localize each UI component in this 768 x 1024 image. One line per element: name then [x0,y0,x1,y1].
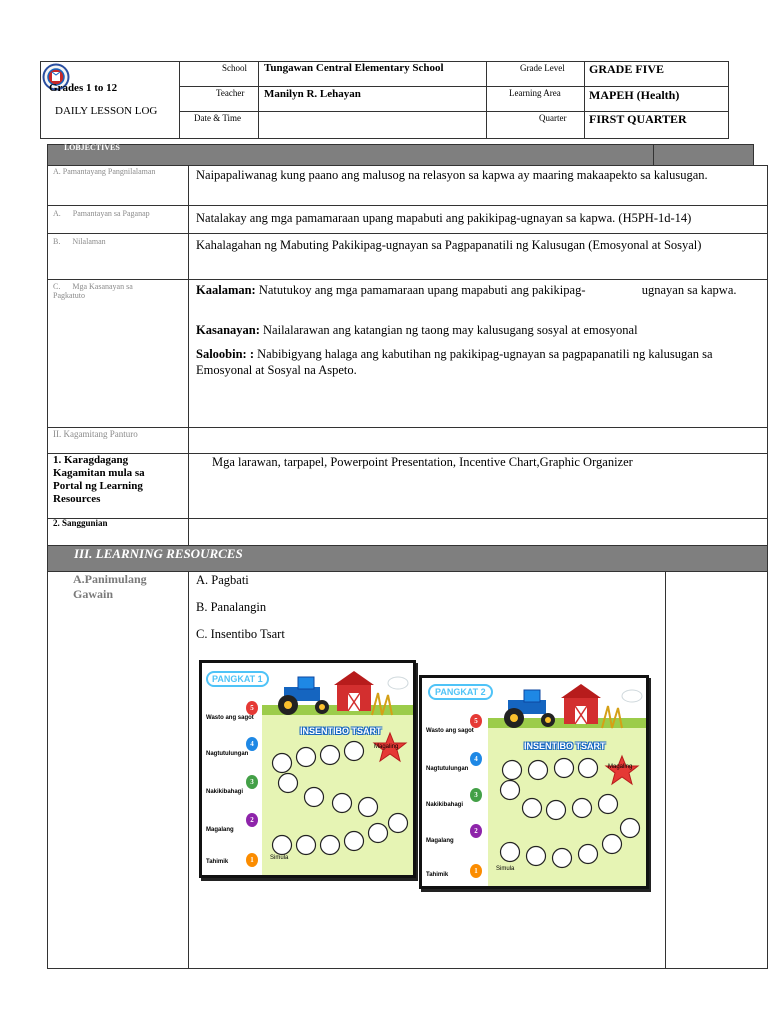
chart1-criterion-4-label: Nagtutulungan [206,751,249,757]
chart1-path-circle [297,748,316,767]
chart2-path-circle [603,835,622,854]
teacher-label: Teacher [216,88,245,98]
chart1-criterion-1-label: Tahimik [206,859,229,865]
chart2-criterion-5-badge: 5 [470,714,482,728]
resource-item-pagbati: A. Pagbati [196,573,249,587]
chart2-path-circle [529,761,548,780]
objective-row-b-text: Kahalagahan ng Mabuting Pakikipag-ugnayan sa Pagpapanatili ng Kalusugan (Emosyonal at Sosyal) [196,238,702,252]
objective-row-c-label-cell [47,279,189,428]
chart1-goal-label: Magaling [374,744,399,750]
chart2-criterion-4 [424,752,488,778]
kagamitan-row1-label: 1. Karagdagang Kagamitan mula sa Portal ng Learning Resources [53,454,145,505]
grades-title: Grades 1 to 12 [49,82,118,94]
chart1-path-circle [345,832,364,851]
chart2-criterion-2-badge: 2 [470,824,482,838]
incentive-chart-2 [419,675,649,889]
chart2-barn-icon [561,684,601,724]
kagamitan-row1-text: Mga larawan, tarpapel, Powerpoint Presentation, Incentive Chart,Graphic Organizer [212,455,633,469]
learning-resources-heading: III. LEARNING RESOURCES [74,546,243,561]
chart2-path-circle [621,819,640,838]
daily-lesson-log-title: DAILY LESSON LOG [55,105,158,117]
kasanayan-text: Nailalarawan ang katangian ng taong may kalusugang sosyal at emosyonal [259,323,638,337]
chart2-criterion-5-label: Wasto ang sagot [426,728,474,734]
chart1-title: INSENTIBO TSART [300,726,382,736]
objective-row-c-label: C. Mga Kasanayan sa Pagkatuto [53,282,135,300]
chart1-path-circle [321,836,340,855]
incentive-chart-1 [199,660,416,878]
chart2-criterion-4-badge: 4 [470,752,482,766]
chart1-path-circle [273,754,292,773]
chart1-criterion-2-badge: 2 [246,813,258,827]
chart1-path [273,742,408,855]
chart1-criterion-1-badge: 1 [246,853,258,867]
chart1-criterion-5 [204,701,262,727]
chart2-path-circle [579,759,598,778]
quarter-label: Quarter [539,113,567,123]
datetime-label: Date & Time [194,113,242,123]
chart1-path-circle [273,836,292,855]
chart2-path-circle [527,847,546,866]
chart2-title: INSENTIBO TSART [524,741,606,751]
objectives-heading: I.OBJECTIVES [64,143,120,152]
teacher-value: Manilyn R. Lehayan [264,88,361,100]
chart1-scene [202,663,413,875]
chart1-criterion-5-label: Wasto ang sagot [206,715,254,721]
school-value: Tungawan Central Elementary School [264,62,444,74]
objective-row-b-label: B. Nilalaman [53,237,106,246]
chart1-criterion-1 [204,849,262,875]
resources-extra-cell [665,571,768,969]
chart2-criterion-1-badge: 1 [470,864,482,878]
saloobin-label: Saloobin: : [196,347,255,361]
chart2-path-circle [547,801,566,820]
chart2-path-circle [553,849,572,868]
chart1-criterion-4-badge: 4 [246,737,258,751]
chart2-criterion-3-label: Nakikibahagi [426,802,464,808]
chart2-cloud [622,690,642,702]
resource-item-insentibo-tsart: C. Insentibo Tsart [196,627,285,641]
chart2-path-circle [501,843,520,862]
panimulang-gawain-label: A.Panimulang Gawain [73,572,147,601]
kagamitan-row2-label: 2. Sanggunian [53,518,108,528]
objectives-heading-bar [47,144,654,166]
chart2-criterion-2 [424,824,488,850]
objective-row-a2-label: A. Pamantayan sa Paganap [53,209,150,218]
chart1-criterion-3 [204,775,262,801]
school-label: School [222,63,248,73]
chart2-path-circle [501,781,520,800]
chart1-criterion-2-label: Magalang [206,827,234,833]
header-cell-datetime-value [258,111,487,139]
chart2-start-label: Simula [496,866,515,872]
chart2-group-label: PANGKAT 2 [428,684,493,700]
kagamitan-row2-text-cell [188,518,768,546]
chart1-start-label: Simula [270,855,289,861]
area-value: MAPEH (Health) [589,88,680,102]
chart1-criterion-3-badge: 3 [246,775,258,789]
chart2-scene [422,678,646,886]
kagamitan-heading: II. Kagamitang Panturo [53,429,138,439]
resources-label-cell [47,571,189,969]
chart1-path-circle [333,794,352,813]
chart2-criterion-4-label: Nagtutulungan [426,766,469,772]
chart1-path-circle [345,742,364,761]
chart2-path-circle [599,795,618,814]
grade-label: Grade Level [520,63,565,73]
chart1-group-label: PANGKAT 1 [206,671,269,687]
header-cell-quarter-label [486,111,585,139]
chart1-path-circle [321,746,340,765]
chart1-path-circle [305,788,324,807]
kaalaman-text: Natutukoy ang mga pamamaraan upang mapabuti ang pakikipag- ugnayan sa kapwa. [255,283,737,297]
chart2-criterion-5 [424,714,488,740]
chart2-criterion-3 [424,788,488,814]
chart1-path-circle [389,814,408,833]
chart1-criterion-2 [204,813,262,839]
chart1-path-circle [359,798,378,817]
objective-row-a-text: Naipapaliwanag kung paano ang malusog na relasyon sa kapwa ay maaring makaapekto sa kalusugan. [196,168,708,182]
chart1-cloud [388,677,408,689]
chart2-path-circle [555,759,574,778]
chart2-path-circle [573,799,592,818]
resource-item-panalangin: B. Panalangin [196,600,267,614]
kaalaman-label: Kaalaman: [196,283,256,297]
chart1-path-circle [279,774,298,793]
chart2-path-circle [523,799,542,818]
area-label: Learning Area [509,88,561,98]
kagamitan-heading-text-cell [188,427,768,454]
objective-row-a2-text: Natalakay ang mga pamamaraan upang mapabuti ang pakikipag-ugnayan sa kapwa. (H5PH-1d-14) [196,211,692,225]
saloobin-paragraph [196,346,760,378]
chart2-path-circle [579,845,598,864]
chart2-criterion-1-label: Tahimik [426,872,449,878]
kasanayan-label: Kasanayan: [196,323,260,337]
chart2-goal-label: Magaling [608,764,633,770]
quarter-value: FIRST QUARTER [589,112,687,126]
chart1-criterion-4 [204,737,262,763]
chart2-path-circle [503,761,522,780]
chart2-goal-star [606,756,638,784]
saloobin-text: Nabibigyang halaga ang kabutihan ng pakikipag-ugnayan sa pagpapanatili ng kalusugan sa Emosyonal at Sosyal na Aspeto. [196,347,713,377]
chart2-criterion-2-label: Magalang [426,838,454,844]
objectives-heading-bar-end [653,144,754,166]
chart1-criterion-5-badge: 5 [246,701,258,715]
chart1-path-circle [297,836,316,855]
chart2-criterion-3-badge: 3 [470,788,482,802]
chart1-criterion-3-label: Nakikibahagi [206,789,244,795]
chart1-barn-icon [334,671,374,711]
objective-row-a-label: A. Pamantayang Pangnilalaman [53,167,156,176]
kaalaman-paragraph [196,282,760,298]
chart1-path-circle [369,824,388,843]
kasanayan-paragraph [196,322,760,338]
grade-value: GRADE FIVE [589,62,665,76]
chart2-criterion-1 [424,858,488,884]
